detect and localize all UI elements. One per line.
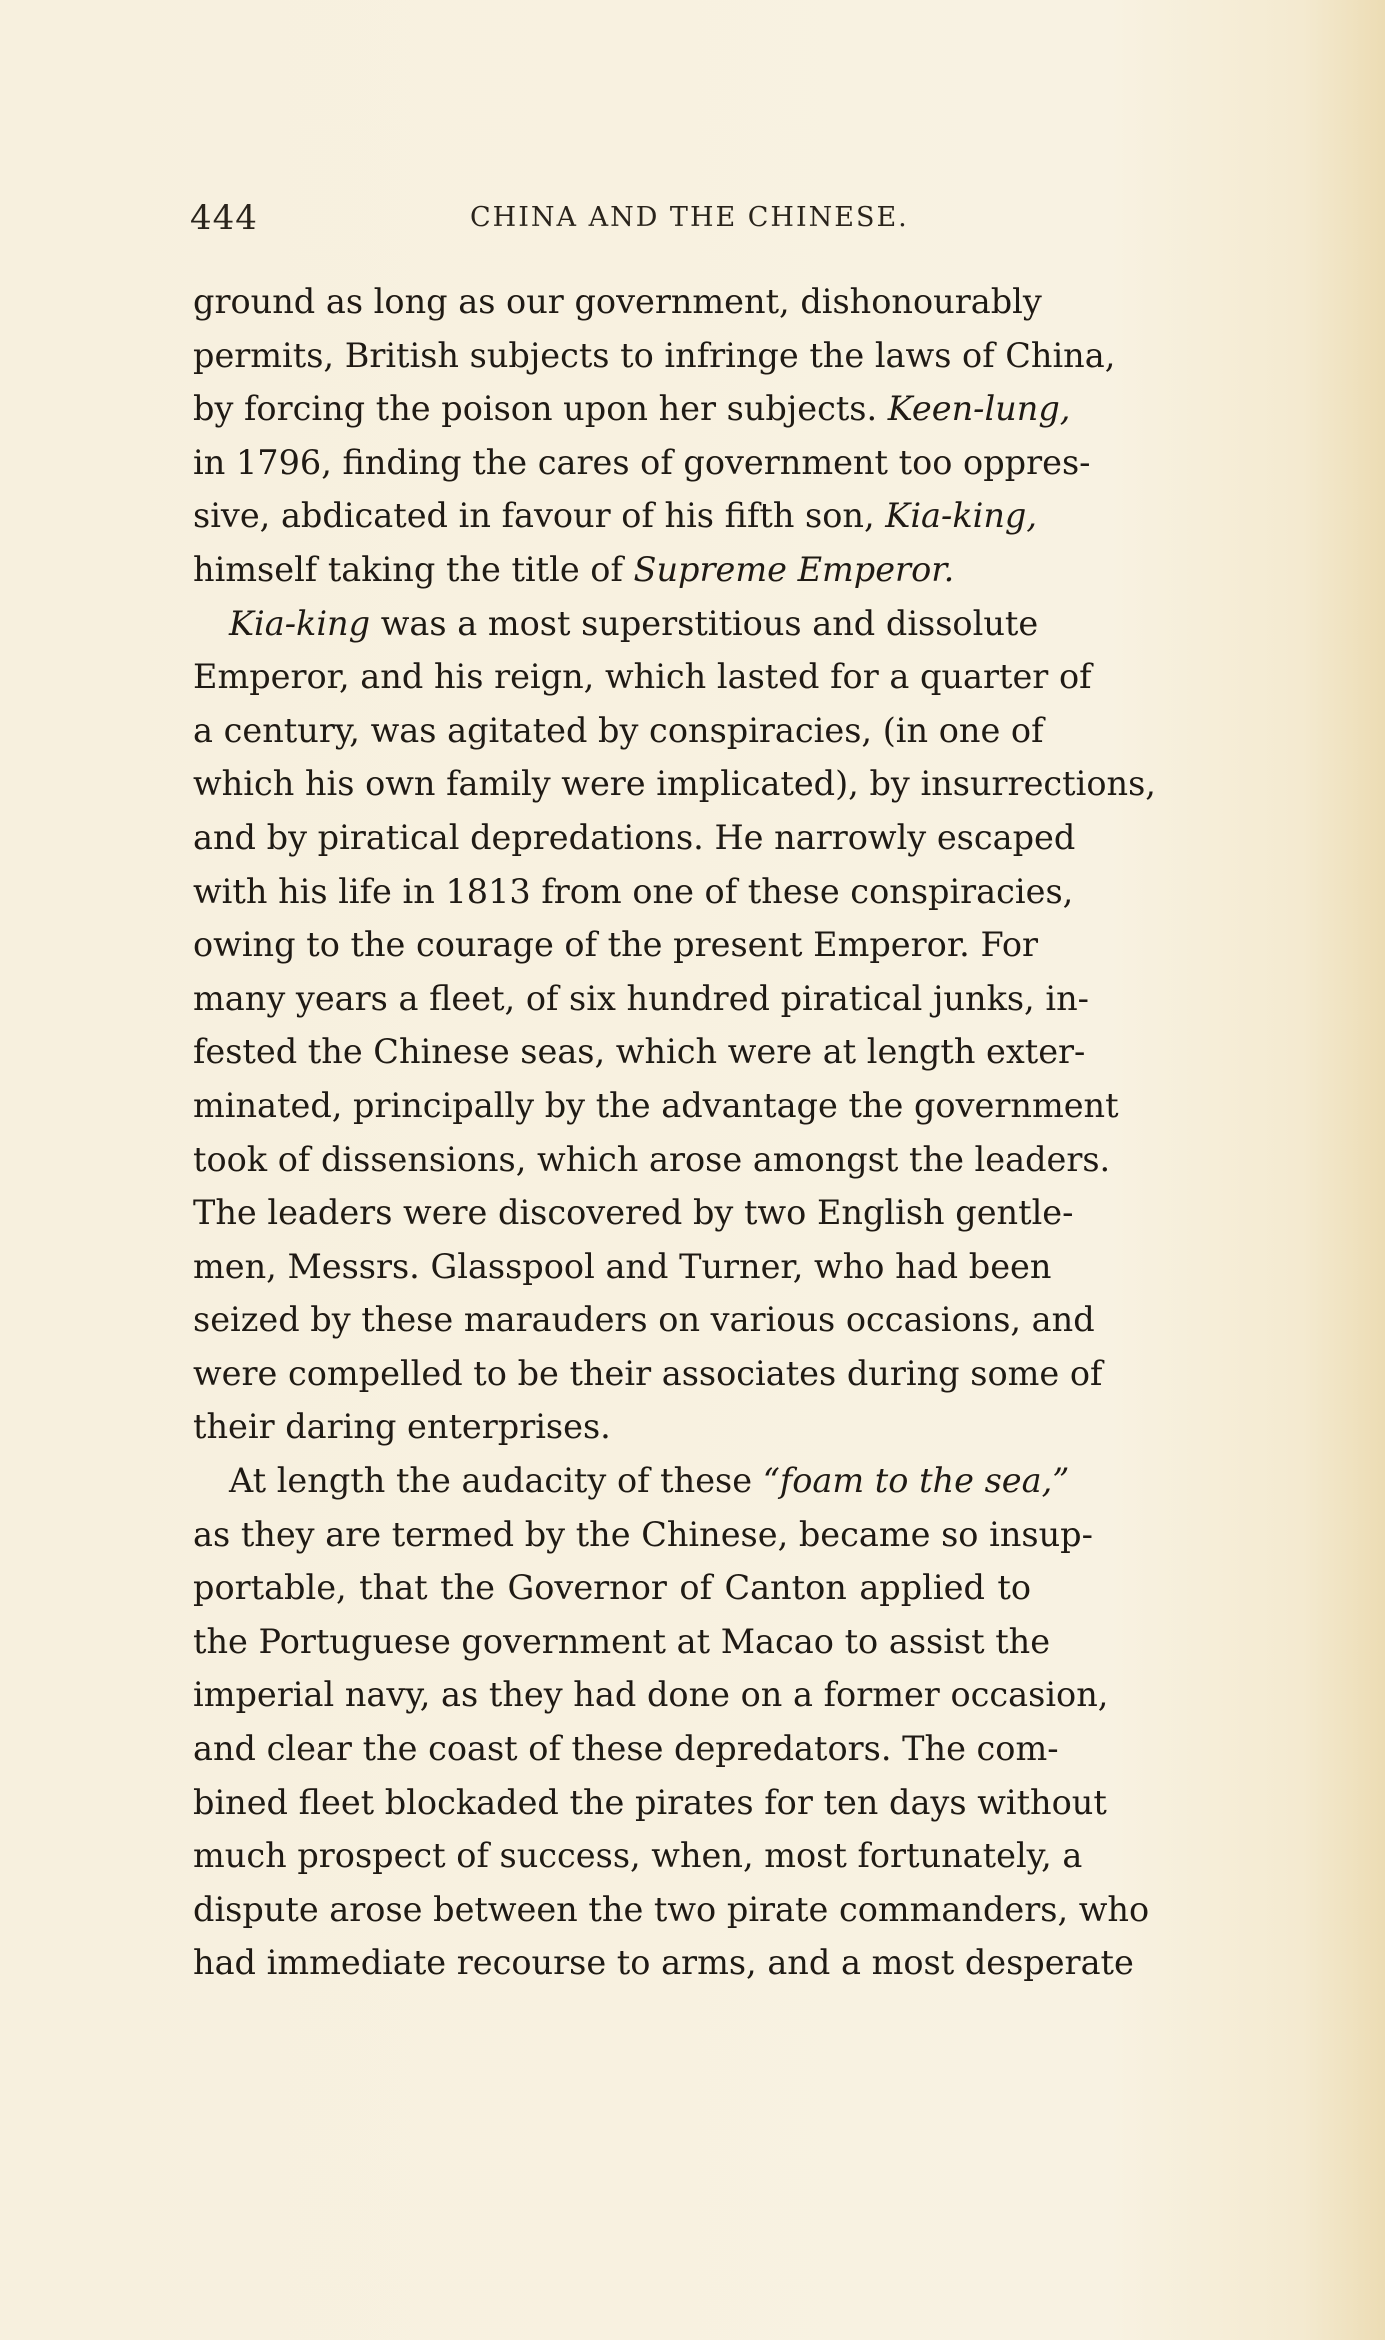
text-line <box>193 811 1076 865</box>
text-segment: seized by these marauders on various occasions, and <box>193 1300 1095 1340</box>
text-segment: were compelled to be their associates during some of <box>193 1353 1103 1393</box>
text-segment: as they are termed by the Chinese, became so insup- <box>193 1514 1093 1554</box>
italic-text: “foam to the sea,” <box>762 1461 1070 1501</box>
italic-text: Keen-lung, <box>887 389 1071 429</box>
text-line <box>193 489 1038 543</box>
text-line <box>193 597 1039 651</box>
text-segment: which his own family were implicated), by insurrections, <box>193 764 1156 804</box>
text-line <box>193 1936 1134 1990</box>
text-line <box>193 382 1071 436</box>
text-line <box>193 329 1116 383</box>
text-line <box>193 1347 1103 1401</box>
text-segment: imperial navy, as they had done on a former occasion, <box>193 1675 1109 1715</box>
text-line <box>193 1133 1111 1187</box>
text-segment: by forcing the poison upon her subjects. <box>193 389 888 429</box>
text-line <box>193 1240 1052 1294</box>
italic-text: Kia-king <box>229 603 371 643</box>
text-segment: dispute arose between the two pirate commanders, who <box>193 1889 1150 1929</box>
text-line <box>193 1829 1083 1883</box>
italic-text: Kia-king, <box>885 496 1038 536</box>
text-segment: and by piratical depredations. He narrowly escaped <box>193 817 1076 857</box>
text-segment: minated, principally by the advantage the government <box>193 1085 1119 1125</box>
text-line <box>193 1508 1093 1562</box>
text-segment: the Portuguese government at Macao to assist the <box>193 1621 1051 1661</box>
text-segment: owing to the courage of the present Emperor. For <box>193 925 1039 965</box>
text-line <box>193 918 1039 972</box>
text-segment: many years a fleet, of six hundred piratical junks, in- <box>193 978 1089 1018</box>
text-segment: The leaders were discovered by two English gentle- <box>193 1193 1074 1233</box>
text-line <box>193 1079 1119 1133</box>
text-segment: permits, British subjects to infringe the laws of China, <box>193 335 1116 375</box>
text-segment: much prospect of success, when, most fortunately, a <box>193 1836 1083 1876</box>
text-segment: Emperor, and his reign, which lasted for a quarter of <box>193 657 1092 697</box>
text-segment: and clear the coast of these depredators. The com- <box>193 1729 1059 1769</box>
text-line <box>193 1883 1150 1937</box>
text-line <box>193 650 1092 704</box>
text-line <box>193 972 1089 1026</box>
text-segment: in 1796, finding the cares of government too oppres- <box>193 442 1091 482</box>
text-line <box>193 1025 1086 1079</box>
text-line <box>193 543 1031 597</box>
italic-text: Supreme Emperor. <box>633 549 955 589</box>
text-line <box>193 704 1044 758</box>
text-segment: had immediate recourse to arms, and a most desperate <box>193 1943 1134 1983</box>
text-segment: fested the Chinese seas, which were at length exter- <box>193 1032 1086 1072</box>
text-line <box>193 1454 1070 1508</box>
text-line <box>193 436 1091 490</box>
text-segment: with his life in 1813 from one of these conspiracies, <box>193 871 1074 911</box>
text-line <box>193 275 1042 329</box>
page-number: 444 <box>190 198 258 238</box>
text-line <box>193 1561 1031 1615</box>
text-line <box>193 1668 1109 1722</box>
text-line <box>193 1776 1107 1830</box>
text-line <box>193 757 1156 811</box>
text-line <box>193 1722 1059 1776</box>
text-segment: portable, that the Governor of Canton applied to <box>193 1568 1031 1608</box>
text-segment: bined fleet blockaded the pirates for ten days without <box>193 1782 1107 1822</box>
text-line <box>193 1400 1031 1454</box>
text-segment: sive, abdicated in favour of his fifth son, <box>193 496 886 536</box>
text-segment: himself taking the title of <box>193 549 634 589</box>
text-line <box>193 865 1074 919</box>
text-segment: took of dissensions, which arose amongst the leaders. <box>193 1139 1111 1179</box>
text-segment: men, Messrs. Glasspool and Turner, who had been <box>193 1246 1052 1286</box>
text-line <box>193 1293 1095 1347</box>
text-segment: ground as long as our government, dishonourably <box>193 282 1042 321</box>
text-segment: their daring enterprises. <box>193 1407 611 1447</box>
text-segment: a century, was agitated by conspiracies, (in one of <box>193 710 1044 750</box>
page-header <box>190 198 1030 244</box>
running-head: CHINA AND THE CHINESE. <box>470 202 909 233</box>
text-line <box>193 1186 1074 1240</box>
text-segment: was a most superstitious and dissolute <box>370 603 1039 643</box>
text-segment: At length the audacity of these <box>229 1461 763 1501</box>
body-text <box>193 275 1156 1990</box>
text-line <box>193 1615 1051 1669</box>
